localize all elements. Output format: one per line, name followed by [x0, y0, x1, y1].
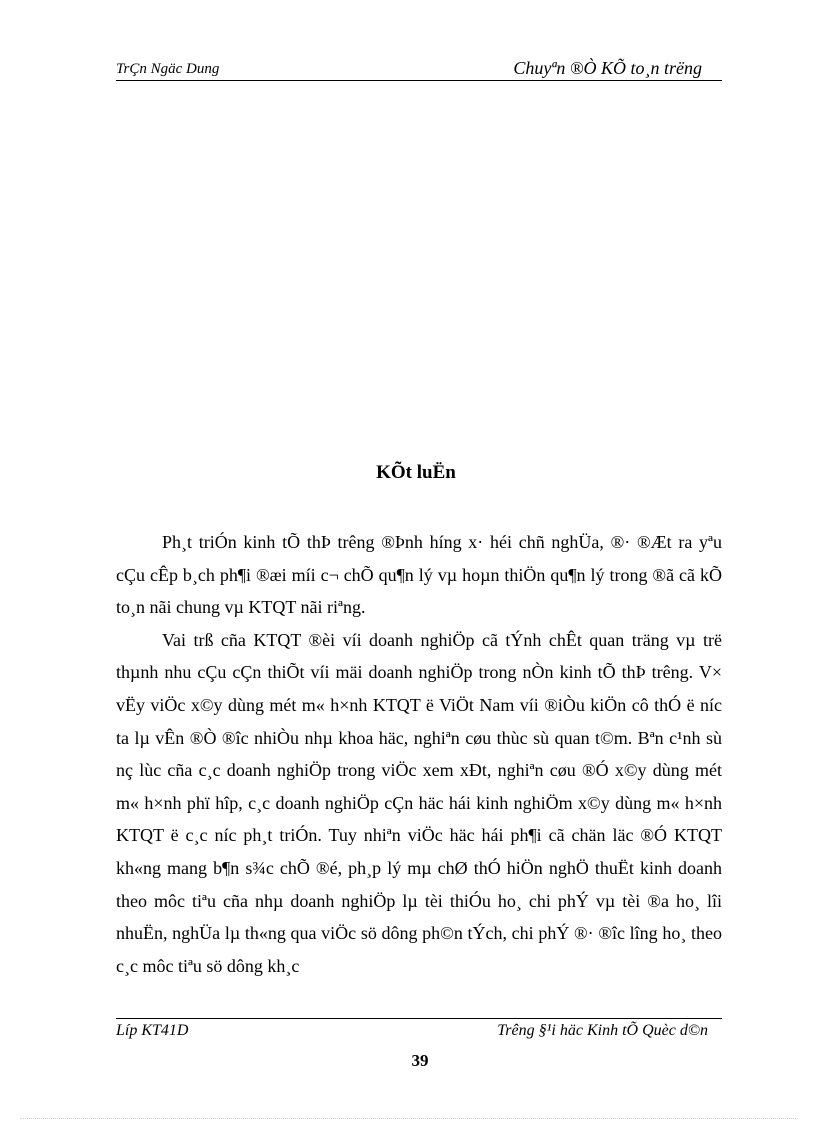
footer-school: Trêng §¹i häc Kinh tÕ Quèc d©n [497, 1022, 708, 1039]
page-header [116, 58, 722, 81]
section-title: KÕt luËn [376, 462, 456, 483]
paragraph: Vai trß cña KTQT ®èi víi doanh nghiÖp cã tÝnh chÊt quan träng vµ trë thµnh nhu cÇu cÇn thiÕt víi mäi doanh nghiÖp trong nÒn kinh tÕ thÞ trêng. V× vËy viÖc x©y dùng mét m« h×nh KTQT ë ViÖt Nam víi ®iÒu kiÖn cô thÓ ë níc ta lµ vÊn ®Ò ®îc nhiÒu nhµ khoa häc, nghiªn cøu thùc sù quan t©m. Bªn c¹nh sù nç lùc cña c¸c doanh nghiÖp trong viÖc xem xÐt, nghiªn cøu ®Ó x©y dùng mét m« h×nh phï hîp, c¸c doanh nghiÖp cÇn häc hái kinh nghiÖm x©y dùng m« h×nh KTQT ë c¸c níc ph¸t triÓn. Tuy nhiªn viÖc häc hái ph¶i cã chän läc ®Ó KTQT kh«ng mang b¶n s¾c chÕ ®é, ph¸p lý mµ chØ thÓ hiÖn nghÖ thuËt kinh doanh theo môc tiªu cña nhµ doanh nghiÖp lµ tèi thiÓu ho¸ chi phÝ vµ tèi ®a ho¸ lîi nhuËn, nghÜa lµ th«ng qua viÖc sö dông ph©n tÝch, chi phÝ ®· ®îc lîng ho¸ theo c¸c môc tiªu sö dông kh¸c [116, 629, 722, 976]
body-text [116, 526, 722, 982]
page-footer [116, 1018, 722, 1041]
header-author: TrÇn Ngäc Dung [116, 61, 220, 77]
footer-class: Líp KT41D [116, 1022, 189, 1039]
header-topic: Chuyªn ®Ò KÕ to¸n trëng [513, 58, 702, 78]
page-edge-divider [20, 1118, 796, 1119]
page-number: 39 [411, 1051, 429, 1070]
paragraph: Ph¸t triÓn kinh tÕ thÞ trêng ®Þnh híng x· héi chñ nghÜa, ®· ®Æt ra yªu cÇu cÊp b¸ch ph¶i ®æi míi c¬ chÕ qu¶n lý vµ hoµn thiÖn qu¶n lý trong ®ã cã kÕ to¸n nãi chung vµ KTQT nãi riªng. [116, 532, 722, 618]
